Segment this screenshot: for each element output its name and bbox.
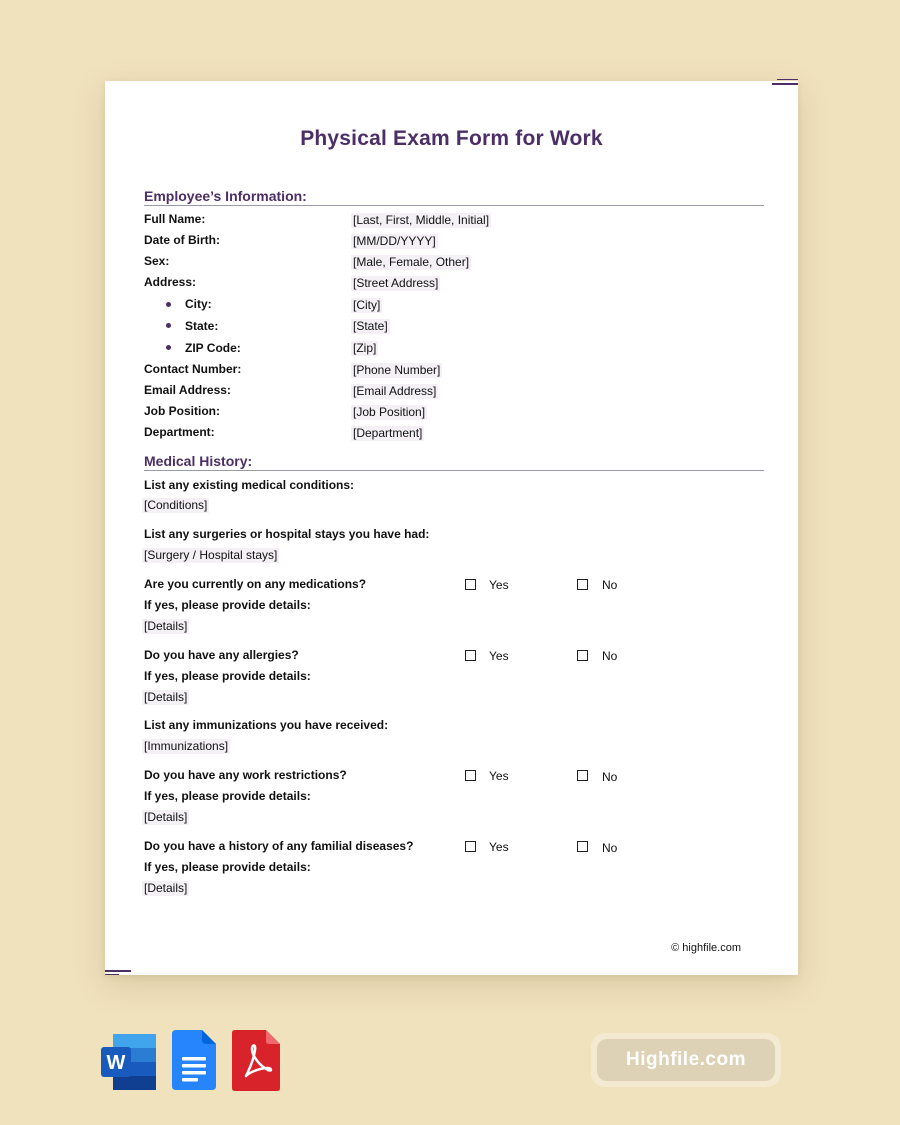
details-prompt: If yes, please provide details:: [144, 669, 311, 683]
email-label: Email Address:: [144, 383, 231, 397]
page-title: Physical Exam Form for Work: [300, 127, 603, 150]
medical-section-heading: Medical History:: [144, 453, 764, 471]
zip-field[interactable]: [Zip]: [353, 341, 377, 355]
yes-label: Yes: [489, 578, 509, 592]
svg-text:W: W: [106, 1052, 126, 1074]
highfile-badge[interactable]: [591, 1033, 781, 1087]
conditions-question: List any existing medical conditions:: [144, 478, 355, 492]
site-label: Highfile.com: [597, 1039, 775, 1081]
medications-no-checkbox[interactable]: [577, 579, 588, 590]
familial-yes-checkbox[interactable]: [465, 841, 476, 852]
job-position-label: Job Position:: [144, 404, 220, 418]
corner-decoration-bottom: [105, 970, 131, 972]
no-label: No: [602, 649, 618, 663]
dob-label: Date of Birth:: [144, 233, 220, 247]
medications-details-field[interactable]: [Details]: [144, 619, 188, 633]
corner-decoration-top-2: [777, 79, 798, 80]
email-field[interactable]: [Email Address]: [353, 384, 437, 398]
no-label: No: [602, 578, 618, 592]
restrictions-details-field[interactable]: [Details]: [144, 810, 188, 824]
allergies-details-field[interactable]: [Details]: [144, 690, 188, 704]
document-page: [105, 81, 798, 975]
familial-details-field[interactable]: [Details]: [144, 881, 188, 895]
contact-number-field[interactable]: [Phone Number]: [353, 363, 441, 377]
copyright-text: © highfile.com: [671, 942, 741, 954]
department-field[interactable]: [Department]: [353, 426, 423, 440]
state-label: State:: [185, 319, 219, 333]
contact-number-label: Contact Number:: [144, 362, 242, 376]
allergies-yes-checkbox[interactable]: [465, 650, 476, 661]
no-label: No: [602, 841, 618, 855]
yes-label: Yes: [489, 840, 509, 854]
immunizations-field[interactable]: [Immunizations]: [144, 739, 229, 753]
zip-label: ZIP Code:: [185, 341, 241, 355]
full-name-field[interactable]: [Last, First, Middle, Initial]: [353, 213, 490, 227]
word-icon[interactable]: [101, 1033, 157, 1091]
city-label: City:: [185, 297, 212, 311]
full-name-label: Full Name:: [144, 212, 206, 226]
restrictions-no-checkbox[interactable]: [577, 770, 588, 781]
surgeries-question: List any surgeries or hospital stays you have had:: [144, 527, 430, 541]
allergies-no-checkbox[interactable]: [577, 650, 588, 661]
familial-question: Do you have a history of any familial diseases?: [144, 839, 414, 853]
sex-field[interactable]: [Male, Female, Other]: [353, 255, 470, 269]
city-field[interactable]: [City]: [353, 298, 381, 312]
address-label: Address:: [144, 275, 197, 289]
bullet-icon: [166, 345, 171, 350]
address-field[interactable]: [Street Address]: [353, 276, 439, 290]
immunizations-question: List any immunizations you have received:: [144, 718, 389, 732]
google-docs-icon[interactable]: [172, 1030, 216, 1090]
sex-label: Sex:: [144, 254, 170, 268]
department-label: Department:: [144, 425, 215, 439]
surgeries-field[interactable]: [Surgery / Hospital stays]: [144, 548, 278, 562]
conditions-field[interactable]: [Conditions]: [144, 498, 208, 512]
medications-question: Are you currently on any medications?: [144, 577, 367, 591]
bullet-icon: [166, 302, 171, 307]
details-prompt: If yes, please provide details:: [144, 860, 311, 874]
restrictions-question: Do you have any work restrictions?: [144, 768, 347, 782]
corner-decoration-top: [772, 83, 798, 85]
employee-section-heading: Employee’s Information:: [144, 188, 764, 206]
familial-no-checkbox[interactable]: [577, 841, 588, 852]
yes-label: Yes: [489, 649, 509, 663]
allergies-question: Do you have any allergies?: [144, 648, 299, 662]
dob-field[interactable]: [MM/DD/YYYY]: [353, 234, 436, 248]
pdf-icon[interactable]: [232, 1030, 280, 1091]
details-prompt: If yes, please provide details:: [144, 789, 311, 803]
medications-yes-checkbox[interactable]: [465, 579, 476, 590]
bullet-icon: [166, 323, 171, 328]
state-field[interactable]: [State]: [353, 319, 388, 333]
corner-decoration-bottom-2: [105, 974, 119, 975]
details-prompt: If yes, please provide details:: [144, 598, 311, 612]
no-label: No: [602, 770, 618, 784]
job-position-field[interactable]: [Job Position]: [353, 405, 426, 419]
yes-label: Yes: [489, 769, 509, 783]
restrictions-yes-checkbox[interactable]: [465, 770, 476, 781]
